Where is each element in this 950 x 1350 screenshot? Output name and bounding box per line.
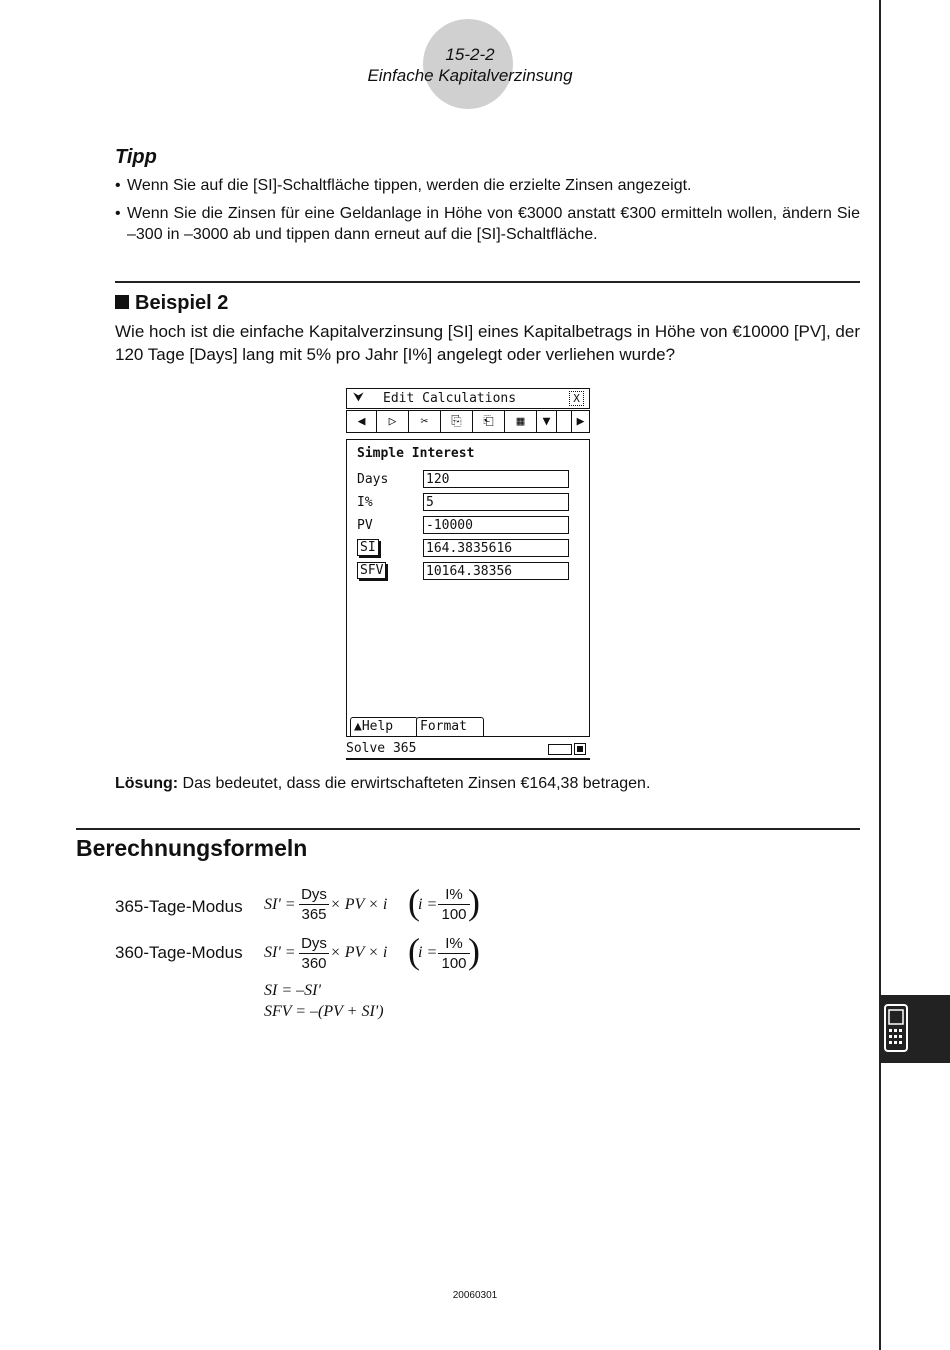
sfv-formula: SFV = –(PV + SI') [264,1003,384,1020]
pv-field[interactable]: -10000 [423,516,569,534]
help-tab[interactable]: ▲Help [350,717,418,736]
fraction-bar [299,953,329,954]
section-number: 15-2-2 [445,45,495,64]
simple-interest-form [346,439,590,737]
interest-rate-label: I% [357,495,373,510]
section-title: Einfache Kapitalverzinsung [367,66,573,85]
margin-line [879,0,881,1350]
fraction-bar [299,904,329,905]
status-bar [346,740,590,760]
formulas-heading: Berechnungsformeln [76,835,308,861]
days-label: Days [357,472,389,487]
menu-chevron-icon[interactable]: ⮟ [353,390,365,405]
numerator-dys: Dys [301,886,327,903]
menu-title[interactable]: Edit Calculations [383,391,517,406]
days-field[interactable]: 120 [423,470,569,488]
pv-times-i: × PV × i [330,896,388,913]
menu-bar [346,388,590,409]
si-prime-lhs: SI' = [264,944,296,961]
calculator-icon [880,995,950,1063]
si-formula: SI = –SI' [264,982,321,999]
sfv-field[interactable]: 10164.38356 [423,562,569,580]
denominator-365: 365 [301,906,327,923]
play-icon[interactable]: ▷ [377,411,409,432]
denominator-100: 100 [441,955,467,972]
chapter-tab [880,995,950,1063]
toolbar [346,410,590,433]
pv-label: PV [357,518,373,533]
undo-icon[interactable]: ◀ [347,411,377,432]
status-text: Solve 365 [346,741,417,756]
interest-rate-field[interactable]: 5 [423,493,569,511]
calculator-screen [346,388,590,760]
paste-icon[interactable]: ⎗ [473,411,505,432]
scroll-right-icon[interactable]: ▶ [571,411,589,432]
fraction-bar [438,953,470,954]
cut-icon[interactable]: ✂ [409,411,441,432]
tipp-bullet: • Wenn Sie die Zinsen für eine Geldanlage in Höhe von €3000 anstatt €300 ermitteln wollen, ändern Sie –300 in –3000 ab und tippen dann erneut auf die [SI]-Schaltfläche. [115,205,860,243]
copy-icon[interactable]: ⎘ [441,411,473,432]
format-tab[interactable]: Format [416,717,484,736]
si-button[interactable]: SI [357,539,379,556]
numerator-ipct: I% [445,935,463,952]
battery-icon [548,744,572,755]
divider [115,281,860,283]
tipp-bullet-text: Wenn Sie die Zinsen für eine Geldanlage in Höhe von €3000 anstatt €300 ermitteln wollen, ändern Sie –300 in –3000 ab und tippen dann erneut auf die [SI]-Schaltfläche. [127,205,860,243]
numerator-ipct: I% [445,886,463,903]
fraction-bar [438,904,470,905]
numerator-dys: Dys [301,935,327,952]
denominator-100: 100 [441,906,467,923]
divider [76,828,860,830]
window-icon[interactable] [574,743,586,755]
pv-times-i: × PV × i [330,944,388,961]
example-question: Wie hoch ist die einfache Kapitalverzinsung [SI] eines Kapitalbetrags in Höhe von €10000 [PV], der 120 Tage [Days] lang mit 5% pro Jahr [I%] angelegt oder verliehen wurde? [115,322,860,364]
si-prime-lhs: SI' = [264,896,296,913]
table-icon[interactable]: ▦ [505,411,537,432]
denominator-360: 360 [301,955,327,972]
example-heading [115,292,228,315]
solution-label: Lösung: [115,775,179,792]
sfv-button[interactable]: SFV [357,562,386,579]
dropdown-icon[interactable]: ▼ [537,411,557,432]
i-eq: i = [418,896,438,913]
square-bullet-icon [115,295,129,309]
example-heading-text: Beispiel 2 [135,292,229,314]
mode-360-label: 360-Tage-Modus [115,943,243,962]
footer-code: 20060301 [452,1290,498,1301]
tipp-bullet-text: Wenn Sie auf die [SI]-Schaltfläche tippen, werden die erzielte Zinsen angezeigt. [127,177,692,194]
solution-text: Das bedeutet, dass die erwirtschafteten Zinsen €164,38 betragen. [178,775,651,792]
solution [115,775,650,793]
close-icon[interactable]: X [569,391,584,406]
si-field[interactable]: 164.3835616 [423,539,569,557]
form-title: Simple Interest [357,446,475,461]
tipp-bullet: • Wenn Sie auf die [SI]-Schaltfläche tippen, werden die erzielte Zinsen angezeigt. [115,175,860,196]
i-eq: i = [418,944,438,961]
mode-365-label: 365-Tage-Modus [115,897,243,916]
tipp-heading: Tipp [115,146,157,168]
